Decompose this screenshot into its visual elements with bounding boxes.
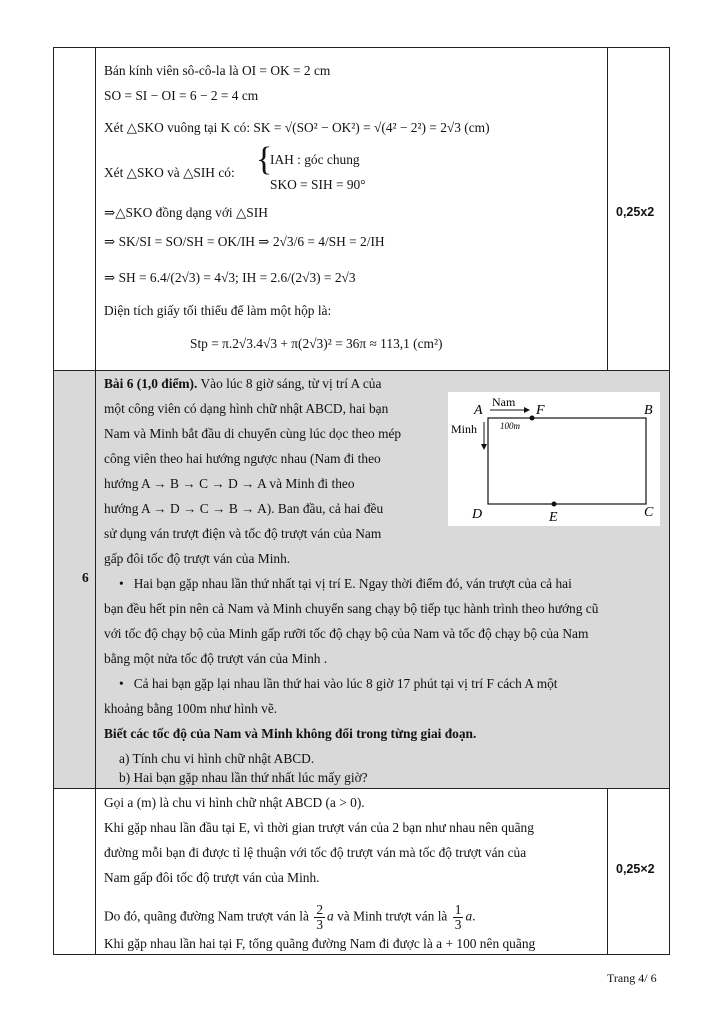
problem-note: Biết các tốc độ của Nam và Minh không đổi trong từng giai đoạn. (104, 726, 477, 741)
label-c: C (644, 505, 654, 520)
col-divider-2a (607, 48, 608, 370)
problem-p1-1: một công viên có dạng hình chữ nhật ABCD, hai bạn (104, 401, 389, 416)
point-f (530, 416, 535, 421)
system-brace: { (256, 141, 273, 178)
label-minh: Minh (451, 422, 478, 436)
question-a: a) Tính chu vi hình chữ nhật ABCD. (119, 751, 315, 766)
problem-p1-5: hướng A → D → C → B → A). Ban đầu, cả hai đều (104, 501, 384, 516)
prev-line-4b: IAH : góc chung (270, 152, 360, 167)
bullet-1-line-0: • Hai bạn gặp nhau lần thứ nhất tại vị trí E. Ngay thời điểm đó, ván trượt của cả hai (119, 576, 572, 591)
problem-p1-3: công viên theo hai hướng ngược nhau (Nam đi theo (104, 451, 381, 466)
solution-line-4: Nam gấp đôi tốc độ trượt ván của Minh. (104, 870, 320, 885)
label-e: E (549, 510, 558, 525)
prev-line-7: ⇒ SH = 6.4/(2√3) = 4√3; IH = 2.6/(2√3) = 2√3 (104, 270, 356, 285)
prev-line-1: Bán kính viên sô-cô-la là OI = OK = 2 cm (104, 63, 331, 78)
point-e (552, 502, 557, 507)
bullet-2-line-1: khoảng bằng 100m như hình vẽ. (104, 701, 278, 716)
row-divider-2 (54, 788, 669, 789)
page-footer: Trang 4/ 6 (607, 971, 657, 985)
solution-line-5: Do đó, quãng đường Nam trượt ván là $\frac{2}{3}$ a và Minh trượt ván là $\frac{1}{3}$ a. (104, 902, 476, 932)
label-nam: Nam (492, 395, 516, 409)
prev-line-4: Xét △SKO và △SIH có: (104, 165, 235, 180)
solution-line-1: Gọi a (m) là chu vi hình chữ nhật ABCD (a > 0). (104, 795, 365, 810)
park-figure (448, 392, 660, 526)
label-d: D (472, 507, 483, 522)
problem-p1-2: Nam và Minh bắt đầu di chuyển cùng lúc dọc theo mép (104, 426, 402, 441)
label-b: B (644, 403, 653, 418)
label-a: A (474, 403, 483, 418)
problem-number: 6 (82, 570, 89, 585)
label-100m: 100m (500, 421, 520, 431)
prev-line-9: Stp = π.2√3.4√3 + π(2√3)² = 36π ≈ 113,1 (cm²) (190, 336, 443, 351)
bullet-1-line-3: bằng một nửa tốc độ trượt ván của Minh . (104, 651, 328, 666)
bullet-1-line-1: bạn đều hết pin nên cả Nam và Minh chuyển sang chạy bộ tiếp tục hành trình theo hướng cũ (104, 601, 599, 616)
col-divider-2b (607, 788, 608, 954)
prev-line-8: Diện tích giấy tối thiểu để làm một hộp là: (104, 303, 332, 318)
solution-score: 0,25×2 (616, 862, 655, 876)
label-f: F (536, 403, 545, 418)
solution-line-2: Khi gặp nhau lần đầu tại E, vì thời gian trượt ván của 2 bạn như nhau nên quãng (104, 820, 534, 835)
bullet-1-line-2: với tốc độ chạy bộ của Minh gấp rưỡi tốc độ chạy bộ của Nam và tốc độ chạy bộ của Nam (104, 626, 589, 641)
problem-intro (104, 376, 381, 392)
prev-line-2: SO = SI − OI = 6 − 2 = 4 cm (104, 88, 259, 103)
bullet-2-line-0: • Cả hai bạn gặp lại nhau lần thứ hai vào lúc 8 giờ 17 phút tại vị trí F cách A một (119, 676, 558, 691)
solution-line-3: đường mỗi bạn đi được tỉ lệ thuận với tốc độ trượt ván mà tốc độ trượt ván của (104, 845, 527, 860)
solution-line-6: Khi gặp nhau lần hai tại F, tổng quãng đường Nam đi được là a + 100 nên quãng (104, 936, 536, 951)
problem-p1-7: gấp đôi tốc độ trượt ván của Minh. (104, 551, 291, 566)
problem-title: Bài 6 (1,0 điểm). (104, 376, 198, 391)
problem-p1-6: sử dụng ván trượt điện và tốc độ trượt ván của Nam (104, 526, 382, 541)
row-divider-1 (54, 370, 669, 371)
problem-p1-4: hướng A → B → C → D → A và Minh đi theo (104, 476, 355, 491)
question-b: b) Hai bạn gặp nhau lần thứ nhất lúc mấy giờ? (119, 770, 368, 785)
col-divider-1 (95, 48, 96, 954)
problem-p1-0: Vào lúc 8 giờ sáng, từ vị trí A của (200, 376, 382, 391)
prev-line-5: ⇒△SKO đồng dạng với △SIH (104, 205, 268, 220)
prev-line-6: ⇒ SK/SI = SO/SH = OK/IH ⇒ 2√3/6 = 4/SH = 2/IH (104, 234, 385, 249)
prev-score: 0,25x2 (616, 205, 655, 219)
prev-line-3: Xét △SKO vuông tại K có: SK = √(SO² − OK²) = √(4² − 2²) = 2√3 (cm) (104, 120, 490, 135)
prev-line-4c: SKO = SIH = 90° (270, 177, 366, 192)
